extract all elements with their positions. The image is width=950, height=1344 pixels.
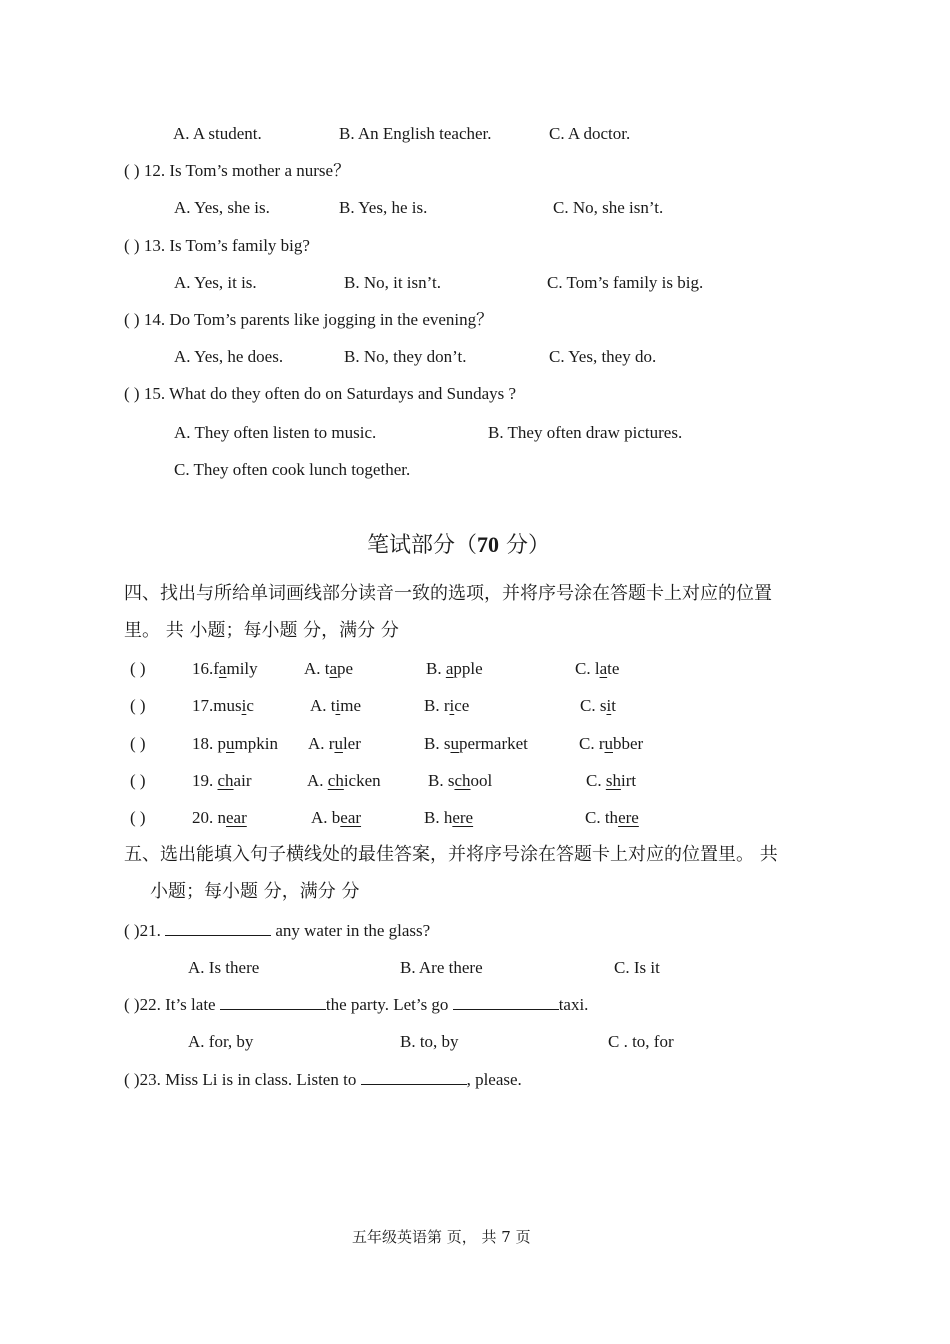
q12-option-c: C. No, she isn’t. xyxy=(553,198,664,217)
q16-a-pre: A. t xyxy=(304,659,330,678)
q16-b-post: pple xyxy=(453,659,483,678)
q15-option-c: C. They often cook lunch together. xyxy=(174,460,411,479)
q16-option-a xyxy=(304,658,353,680)
q16-option-c xyxy=(575,658,619,680)
q23-stem-post: , please. xyxy=(466,1070,522,1089)
q18-b-pre: B. s xyxy=(424,734,451,753)
page-footer: 五年级英语第 页， 共 7 页 xyxy=(352,1228,531,1246)
q16-num: 16. xyxy=(192,659,214,678)
q15-option-b: B. They often draw pictures. xyxy=(488,423,683,442)
q17-a-underlined: i xyxy=(335,696,341,715)
q22-answer-blank-2 xyxy=(453,994,559,1010)
written-section-title-text: 笔试部分（ xyxy=(367,533,478,558)
q20-paren: ( ) xyxy=(130,808,146,827)
q22-stem-pre: ( )22. It’s late xyxy=(124,995,220,1014)
q17-b-post: ce xyxy=(454,696,470,715)
part4-instruction-line1: 四、找出与所给单词画线部分读音一致的选项，并将序号涂在答题卡上对应的位置 xyxy=(124,583,772,604)
q21-option-a: A. Is there xyxy=(188,958,260,977)
q12-stem: ( ) 12. Is Tom’s mother a nurse？ xyxy=(124,161,351,180)
q17-option-c xyxy=(580,695,616,717)
q14-option-c: C. Yes, they do. xyxy=(549,347,657,366)
q19-word-underlined: ch xyxy=(217,771,234,790)
q13-option-c: C. Tom’s family is big. xyxy=(547,273,704,292)
q17-word-underlined: i xyxy=(241,696,247,715)
q19-option-b xyxy=(428,770,492,792)
q20-word-underlined: ear xyxy=(226,808,247,827)
written-section-score: 70 xyxy=(477,532,500,557)
q18-paren: ( ) xyxy=(130,734,146,753)
written-section-title-end: 分） xyxy=(499,533,551,558)
q13-option-a: A. Yes, it is. xyxy=(174,273,257,292)
q16-c-pre: C. l xyxy=(575,659,600,678)
q17-a-post: me xyxy=(340,696,362,715)
q17-option-a xyxy=(310,695,361,717)
q16-a-post: pe xyxy=(337,659,354,678)
q18-word-post: mpkin xyxy=(234,734,278,753)
q11-option-b: B. An English teacher. xyxy=(339,124,492,143)
q12-option-b: B. Yes, he is. xyxy=(339,198,428,217)
q19-b-underlined: ch xyxy=(454,771,471,790)
q16-paren: ( ) xyxy=(130,659,146,678)
q20-b-pre: B. h xyxy=(424,808,453,827)
q13-stem: ( ) 13. Is Tom’s family big? xyxy=(124,236,310,255)
q17-paren: ( ) xyxy=(130,696,146,715)
q19-option-a xyxy=(307,770,381,792)
q23-stem xyxy=(124,1069,522,1091)
q18-c-post: bber xyxy=(613,734,644,753)
q22-option-c: C . to, for xyxy=(608,1032,674,1051)
q13-option-b: B. No, it isn’t. xyxy=(344,273,441,292)
q14-stem: ( ) 14. Do Tom’s parents like jogging in the evening？ xyxy=(124,310,494,329)
q16-word-post: mily xyxy=(226,659,258,678)
q19-word-post: air xyxy=(233,771,252,790)
q21-stem-post: any water in the glass? xyxy=(271,921,431,940)
q21-stem xyxy=(124,920,430,942)
q22-stem xyxy=(124,994,588,1016)
part5-instruction-line1: 五、选出能填入句子横线处的最佳答案，并将序号涂在答题卡上对应的位置里。 共 xyxy=(124,844,778,865)
q17-c-post: t xyxy=(611,696,616,715)
q16-c-post: te xyxy=(607,659,620,678)
q17-b-underlined: i xyxy=(449,696,455,715)
part4-instruction-line2: 里。 共 小题；每小题 分，满分 分 xyxy=(124,620,399,641)
q20-option-b xyxy=(424,807,473,829)
q17-b-pre: B. r xyxy=(424,696,450,715)
q16-c-underlined: a xyxy=(599,659,608,678)
q17-word-post: c xyxy=(246,696,254,715)
part5-instruction-line2: 小题；每小题 分，满分 分 xyxy=(150,881,360,902)
q19-paren: ( ) xyxy=(130,771,146,790)
q21-answer-blank xyxy=(165,920,271,936)
q19-a-post: icken xyxy=(343,771,381,790)
q18-word-pre: p xyxy=(217,734,226,753)
q22-option-a: A. for, by xyxy=(188,1032,254,1051)
q16-b-underlined: a xyxy=(445,659,454,678)
q18-option-a xyxy=(308,733,361,755)
q19-c-post: irt xyxy=(620,771,637,790)
q20-b-underlined: ere xyxy=(452,808,474,827)
written-section-title xyxy=(367,531,550,560)
q20-option-a xyxy=(311,807,361,829)
q18-b-post: permarket xyxy=(458,734,528,753)
q18-word-underlined: u xyxy=(226,734,235,753)
q18-option-b xyxy=(424,733,528,755)
q17-word xyxy=(192,695,254,717)
q22-option-b: B. to, by xyxy=(400,1032,459,1051)
q22-stem-mid: the party. Let’s go xyxy=(325,995,453,1014)
q18-c-pre: C. r xyxy=(579,734,605,753)
q21-stem-pre: ( )21. xyxy=(124,921,166,940)
q19-num: 19. xyxy=(192,771,218,790)
q18-a-pre: A. r xyxy=(308,734,335,753)
q17-c-pre: C. s xyxy=(580,696,607,715)
q12-option-a: A. Yes, she is. xyxy=(174,198,270,217)
q20-word-pre: n xyxy=(217,808,226,827)
q19-b-post: ool xyxy=(470,771,493,790)
q23-answer-blank xyxy=(361,1069,467,1085)
q17-a-pre: A. t xyxy=(310,696,336,715)
q19-c-pre: C. xyxy=(586,771,606,790)
q22-stem-post: taxi. xyxy=(558,995,589,1014)
q19-c-underlined: sh xyxy=(605,771,621,790)
q15-stem: ( ) 15. What do they often do on Saturdays and Sundays ? xyxy=(124,384,517,403)
q21-option-b: B. Are there xyxy=(400,958,483,977)
q16-word xyxy=(192,658,258,680)
q18-a-underlined: u xyxy=(334,734,343,753)
q20-a-underlined: ear xyxy=(340,808,362,827)
q16-a-underlined: a xyxy=(329,659,338,678)
q18-c-underlined: u xyxy=(604,734,613,753)
q19-a-pre: A. xyxy=(307,771,328,790)
q18-option-c xyxy=(579,733,643,755)
q20-word xyxy=(192,807,247,829)
q19-option-c xyxy=(586,770,636,792)
q19-a-underlined: ch xyxy=(327,771,344,790)
q21-option-c: C. Is it xyxy=(614,958,660,977)
q20-a-pre: A. b xyxy=(311,808,341,827)
q23-stem-pre: ( )23. Miss Li is in class. Listen to xyxy=(124,1070,361,1089)
q14-option-a: A. Yes, he does. xyxy=(174,347,284,366)
q17-option-b xyxy=(424,695,469,717)
q18-word xyxy=(192,733,278,755)
q16-option-b xyxy=(426,658,483,680)
q17-c-underlined: i xyxy=(606,696,612,715)
q18-num: 18. xyxy=(192,734,218,753)
q20-num: 20. xyxy=(192,808,218,827)
q18-a-post: ler xyxy=(342,734,361,753)
q20-option-c xyxy=(585,807,639,829)
q14-option-b: B. No, they don’t. xyxy=(344,347,467,366)
q16-word-underlined: a xyxy=(218,659,227,678)
q20-c-pre: C. th xyxy=(585,808,619,827)
q11-option-a: A. A student. xyxy=(173,124,262,143)
q15-option-a: A. They often listen to music. xyxy=(174,423,377,442)
q18-b-underlined: u xyxy=(450,734,459,753)
q19-word xyxy=(192,770,251,792)
q17-word-pre: mus xyxy=(213,696,242,715)
q17-num: 17. xyxy=(192,696,214,715)
q16-word-pre: f xyxy=(213,659,219,678)
q19-b-pre: B. s xyxy=(428,771,455,790)
q20-c-underlined: ere xyxy=(618,808,639,827)
q22-answer-blank-1 xyxy=(220,994,326,1010)
q16-b-pre: B. xyxy=(426,659,446,678)
q11-option-c: C. A doctor. xyxy=(549,124,631,143)
